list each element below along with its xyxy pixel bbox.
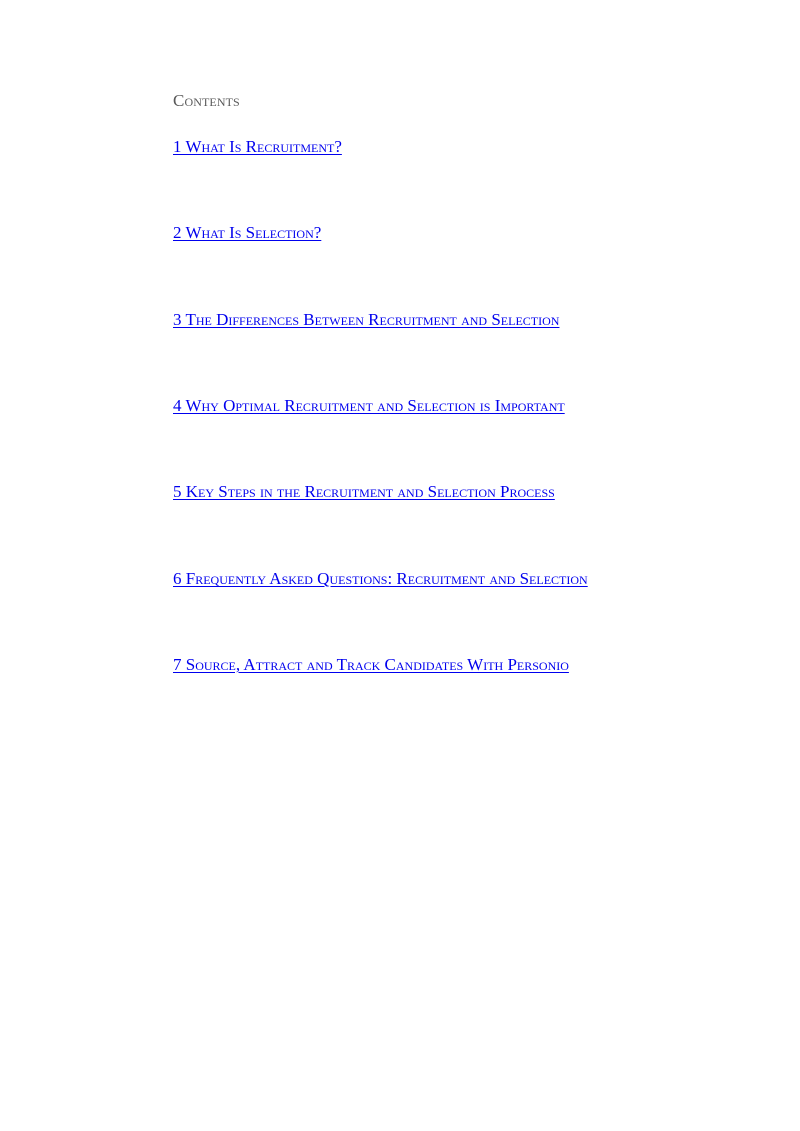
toc-entry-2	[173, 222, 321, 244]
toc-link-why-important[interactable]: 4 Why Optimal Recruitment and Selection is Important	[173, 396, 565, 415]
toc-link-differences[interactable]: 3 The Differences Between Recruitment and Selection	[173, 310, 560, 329]
toc-link-key-steps[interactable]: 5 Key Steps in the Recruitment and Selection Process	[173, 482, 555, 501]
toc-entry-7	[173, 654, 569, 676]
toc-entry-6	[173, 568, 588, 590]
toc-link-what-is-selection[interactable]: 2 What Is Selection?	[173, 223, 322, 242]
toc-link-personio[interactable]: 7 Source, Attract and Track Candidates With Personio	[173, 655, 569, 674]
toc-entry-5	[173, 481, 555, 503]
toc-link-faq[interactable]: 6 Frequently Asked Questions: Recruitment and Selection	[173, 569, 588, 588]
toc-heading: Contents	[173, 91, 240, 110]
toc-entry-3	[173, 309, 559, 331]
toc-entry-4	[173, 395, 565, 417]
toc-entry-1	[173, 136, 342, 158]
toc-link-what-is-recruitment[interactable]: 1 What Is Recruitment?	[173, 137, 342, 156]
